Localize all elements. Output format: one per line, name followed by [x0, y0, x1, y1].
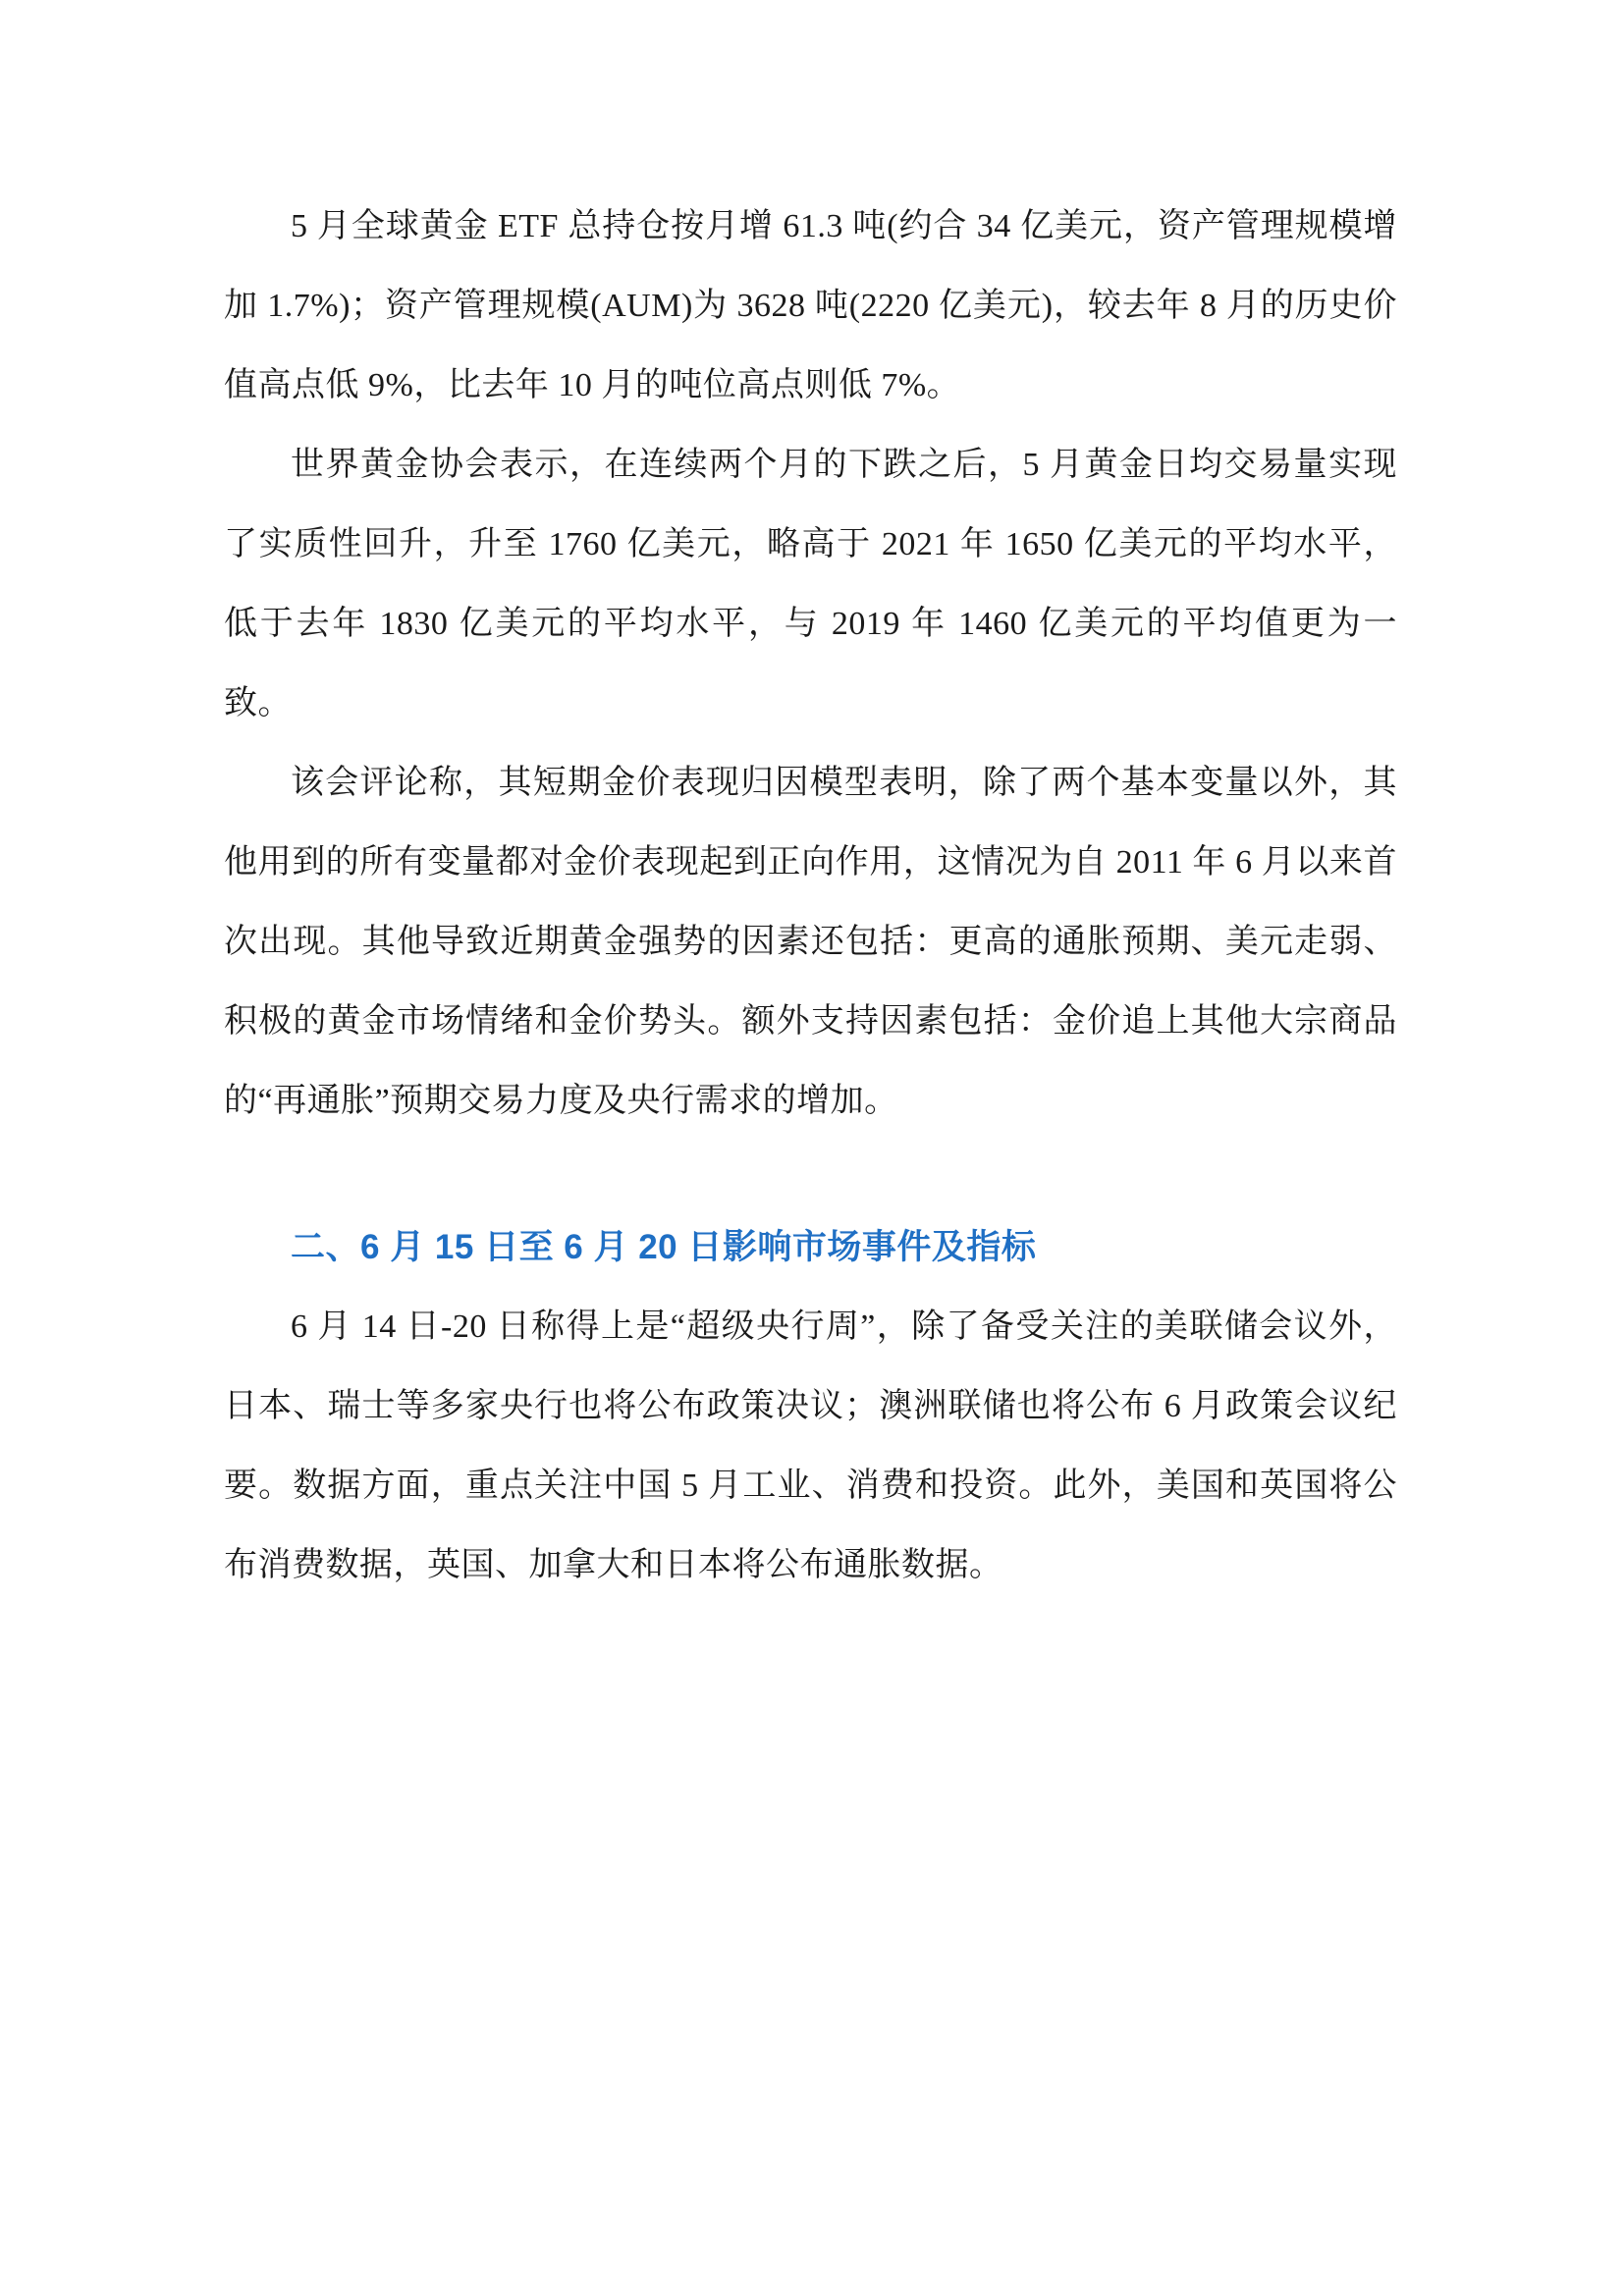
section-heading: 二、6 月 15 日至 6 月 20 日影响市场事件及指标	[291, 1228, 1037, 1266]
document-body	[224, 187, 1397, 1605]
paragraph-2: 世界黄金协会表示，在连续两个月的下跌之后，5 月黄金日均交易量实现了实质性回升，升至 1760 亿美元，略高于 2021 年 1650 亿美元的平均水平，低于去年 1830 亿美元的平均水平，与 2019 年 1460 亿美元的平均值更为一致。	[224, 447, 1397, 721]
section-paragraph-1: 6 月 14 日-20 日称得上是“超级央行周”，除了备受关注的美联储会议外，日本、瑞士等多家央行也将公布政策决议；澳洲联储也将公布 6 月政策会议纪要。数据方面，重点关注中国 5 月工业、消费和投资。此外，美国和英国将公布消费数据，英国、加拿大和日本将公布通胀数据。	[224, 1308, 1397, 1583]
section-spacer	[224, 1141, 1397, 1207]
paragraph-1: 5 月全球黄金 ETF 总持仓按月增 61.3 吨(约合 34 亿美元，资产管理规模增加 1.7%)；资产管理规模(AUM)为 3628 吨(2220 亿美元)，较去年 8 月的历史价值高点低 9%，比去年 10 月的吨位高点则低 7%。	[224, 208, 1397, 403]
paragraph-3: 该会评论称，其短期金价表现归因模型表明，除了两个基本变量以外，其他用到的所有变量都对金价表现起到正向作用，这情况为自 2011 年 6 月以来首次出现。其他导致近期黄金强势的因素还包括：更高的通胀预期、美元走弱、积极的黄金市场情绪和金价势头。额外支持因素包括：金价追上其他大宗商品的“再通胀”预期交易力度及央行需求的增加。	[224, 765, 1397, 1119]
